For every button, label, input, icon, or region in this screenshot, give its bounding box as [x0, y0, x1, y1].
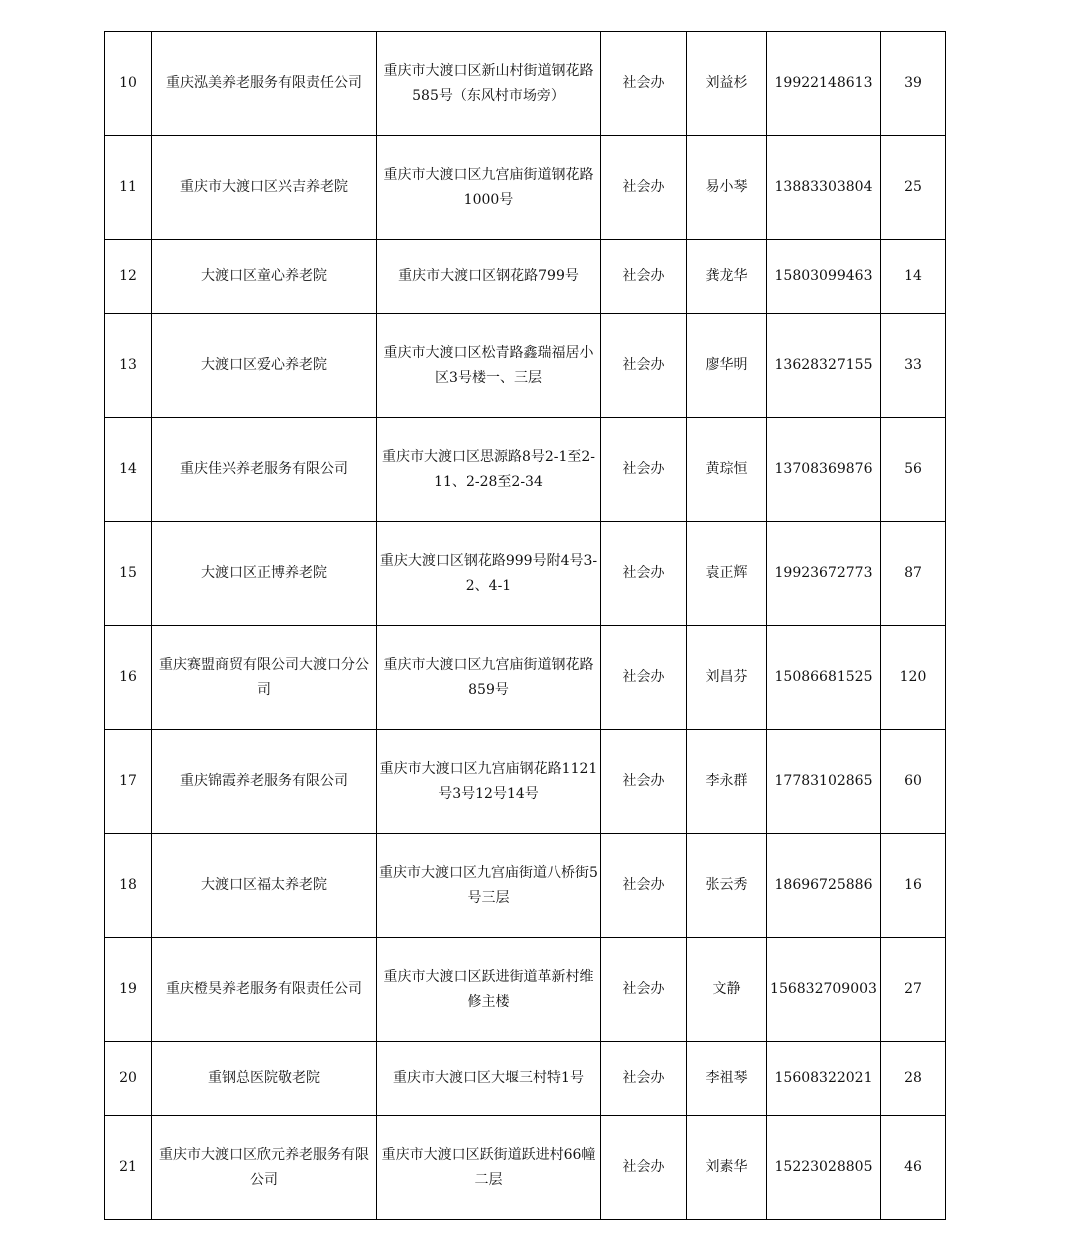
row-number: 16: [105, 626, 152, 730]
ownership-type: 社会办: [601, 136, 687, 240]
bed-count: 28: [881, 1042, 946, 1116]
bed-count: 33: [881, 314, 946, 418]
ownership-type: 社会办: [601, 730, 687, 834]
bed-count: 27: [881, 938, 946, 1042]
bed-count: 39: [881, 32, 946, 136]
contact-person: 廖华明: [687, 314, 767, 418]
table-row: [105, 730, 946, 834]
institution-name: 重庆佳兴养老服务有限公司: [152, 418, 377, 522]
phone-number: 15086681525: [767, 626, 881, 730]
bed-count: 87: [881, 522, 946, 626]
address: 重庆市大渡口区九宫庙街道钢花路859号: [377, 626, 601, 730]
bed-count: 56: [881, 418, 946, 522]
bed-count: 14: [881, 240, 946, 314]
contact-person: 刘素华: [687, 1116, 767, 1220]
phone-number: 156832709003: [767, 938, 881, 1042]
table-row: [105, 1116, 946, 1220]
institution-name: 重庆橙昊养老服务有限责任公司: [152, 938, 377, 1042]
ownership-type: 社会办: [601, 938, 687, 1042]
phone-number: 18696725886: [767, 834, 881, 938]
contact-person: 张云秀: [687, 834, 767, 938]
contact-person: 李祖琴: [687, 1042, 767, 1116]
table-row: [105, 32, 946, 136]
contact-person: 刘昌芬: [687, 626, 767, 730]
ownership-type: 社会办: [601, 522, 687, 626]
table-body: [105, 32, 946, 1220]
bed-count: 16: [881, 834, 946, 938]
phone-number: 15608322021: [767, 1042, 881, 1116]
address: 重庆市大渡口区九宫庙钢花路1121号3号12号14号: [377, 730, 601, 834]
row-number: 21: [105, 1116, 152, 1220]
ownership-type: 社会办: [601, 834, 687, 938]
address: 重庆大渡口区钢花路999号附4号3-2、4-1: [377, 522, 601, 626]
table-row: [105, 314, 946, 418]
table-row: [105, 418, 946, 522]
ownership-type: 社会办: [601, 32, 687, 136]
institution-name: 重庆锦霞养老服务有限公司: [152, 730, 377, 834]
row-number: 10: [105, 32, 152, 136]
address: 重庆市大渡口区跃街道跃进村66幢二层: [377, 1116, 601, 1220]
phone-number: 17783102865: [767, 730, 881, 834]
bed-count: 60: [881, 730, 946, 834]
institution-name: 大渡口区童心养老院: [152, 240, 377, 314]
address: 重庆市大渡口区跃进街道革新村维修主楼: [377, 938, 601, 1042]
table-row: [105, 1042, 946, 1116]
address: 重庆市大渡口区新山村街道钢花路585号（东风村市场旁）: [377, 32, 601, 136]
ownership-type: 社会办: [601, 1116, 687, 1220]
phone-number: 19922148613: [767, 32, 881, 136]
institution-name: 重钢总医院敬老院: [152, 1042, 377, 1116]
table-row: [105, 938, 946, 1042]
table-row: [105, 626, 946, 730]
contact-person: 易小琴: [687, 136, 767, 240]
phone-number: 13883303804: [767, 136, 881, 240]
bed-count: 25: [881, 136, 946, 240]
ownership-type: 社会办: [601, 1042, 687, 1116]
nursing-home-table: [104, 31, 946, 1220]
phone-number: 15803099463: [767, 240, 881, 314]
row-number: 15: [105, 522, 152, 626]
contact-person: 刘益杉: [687, 32, 767, 136]
table-row: [105, 136, 946, 240]
ownership-type: 社会办: [601, 240, 687, 314]
institution-name: 大渡口区爱心养老院: [152, 314, 377, 418]
contact-person: 袁正辉: [687, 522, 767, 626]
row-number: 18: [105, 834, 152, 938]
contact-person: 龚龙华: [687, 240, 767, 314]
row-number: 12: [105, 240, 152, 314]
row-number: 11: [105, 136, 152, 240]
bed-count: 46: [881, 1116, 946, 1220]
bed-count: 120: [881, 626, 946, 730]
phone-number: 13708369876: [767, 418, 881, 522]
contact-person: 李永群: [687, 730, 767, 834]
row-number: 19: [105, 938, 152, 1042]
institution-name: 重庆市大渡口区欣元养老服务有限公司: [152, 1116, 377, 1220]
address: 重庆市大渡口区九宫庙街道钢花路1000号: [377, 136, 601, 240]
table-row: [105, 834, 946, 938]
table-row: [105, 240, 946, 314]
row-number: 14: [105, 418, 152, 522]
contact-person: 黄琮恒: [687, 418, 767, 522]
institution-name: 重庆泓美养老服务有限责任公司: [152, 32, 377, 136]
institution-name: 重庆赛盟商贸有限公司大渡口分公司: [152, 626, 377, 730]
institution-name: 大渡口区福太养老院: [152, 834, 377, 938]
phone-number: 19923672773: [767, 522, 881, 626]
ownership-type: 社会办: [601, 418, 687, 522]
contact-person: 文静: [687, 938, 767, 1042]
row-number: 20: [105, 1042, 152, 1116]
row-number: 13: [105, 314, 152, 418]
address: 重庆市大渡口区松青路鑫瑞福居小区3号楼一、三层: [377, 314, 601, 418]
address: 重庆市大渡口区九宫庙街道八桥街5号三层: [377, 834, 601, 938]
address: 重庆市大渡口区钢花路799号: [377, 240, 601, 314]
table-row: [105, 522, 946, 626]
ownership-type: 社会办: [601, 626, 687, 730]
address: 重庆市大渡口区大堰三村特1号: [377, 1042, 601, 1116]
address: 重庆市大渡口区思源路8号2-1至2-11、2-28至2-34: [377, 418, 601, 522]
phone-number: 15223028805: [767, 1116, 881, 1220]
ownership-type: 社会办: [601, 314, 687, 418]
institution-name: 大渡口区正博养老院: [152, 522, 377, 626]
institution-name: 重庆市大渡口区兴吉养老院: [152, 136, 377, 240]
phone-number: 13628327155: [767, 314, 881, 418]
row-number: 17: [105, 730, 152, 834]
